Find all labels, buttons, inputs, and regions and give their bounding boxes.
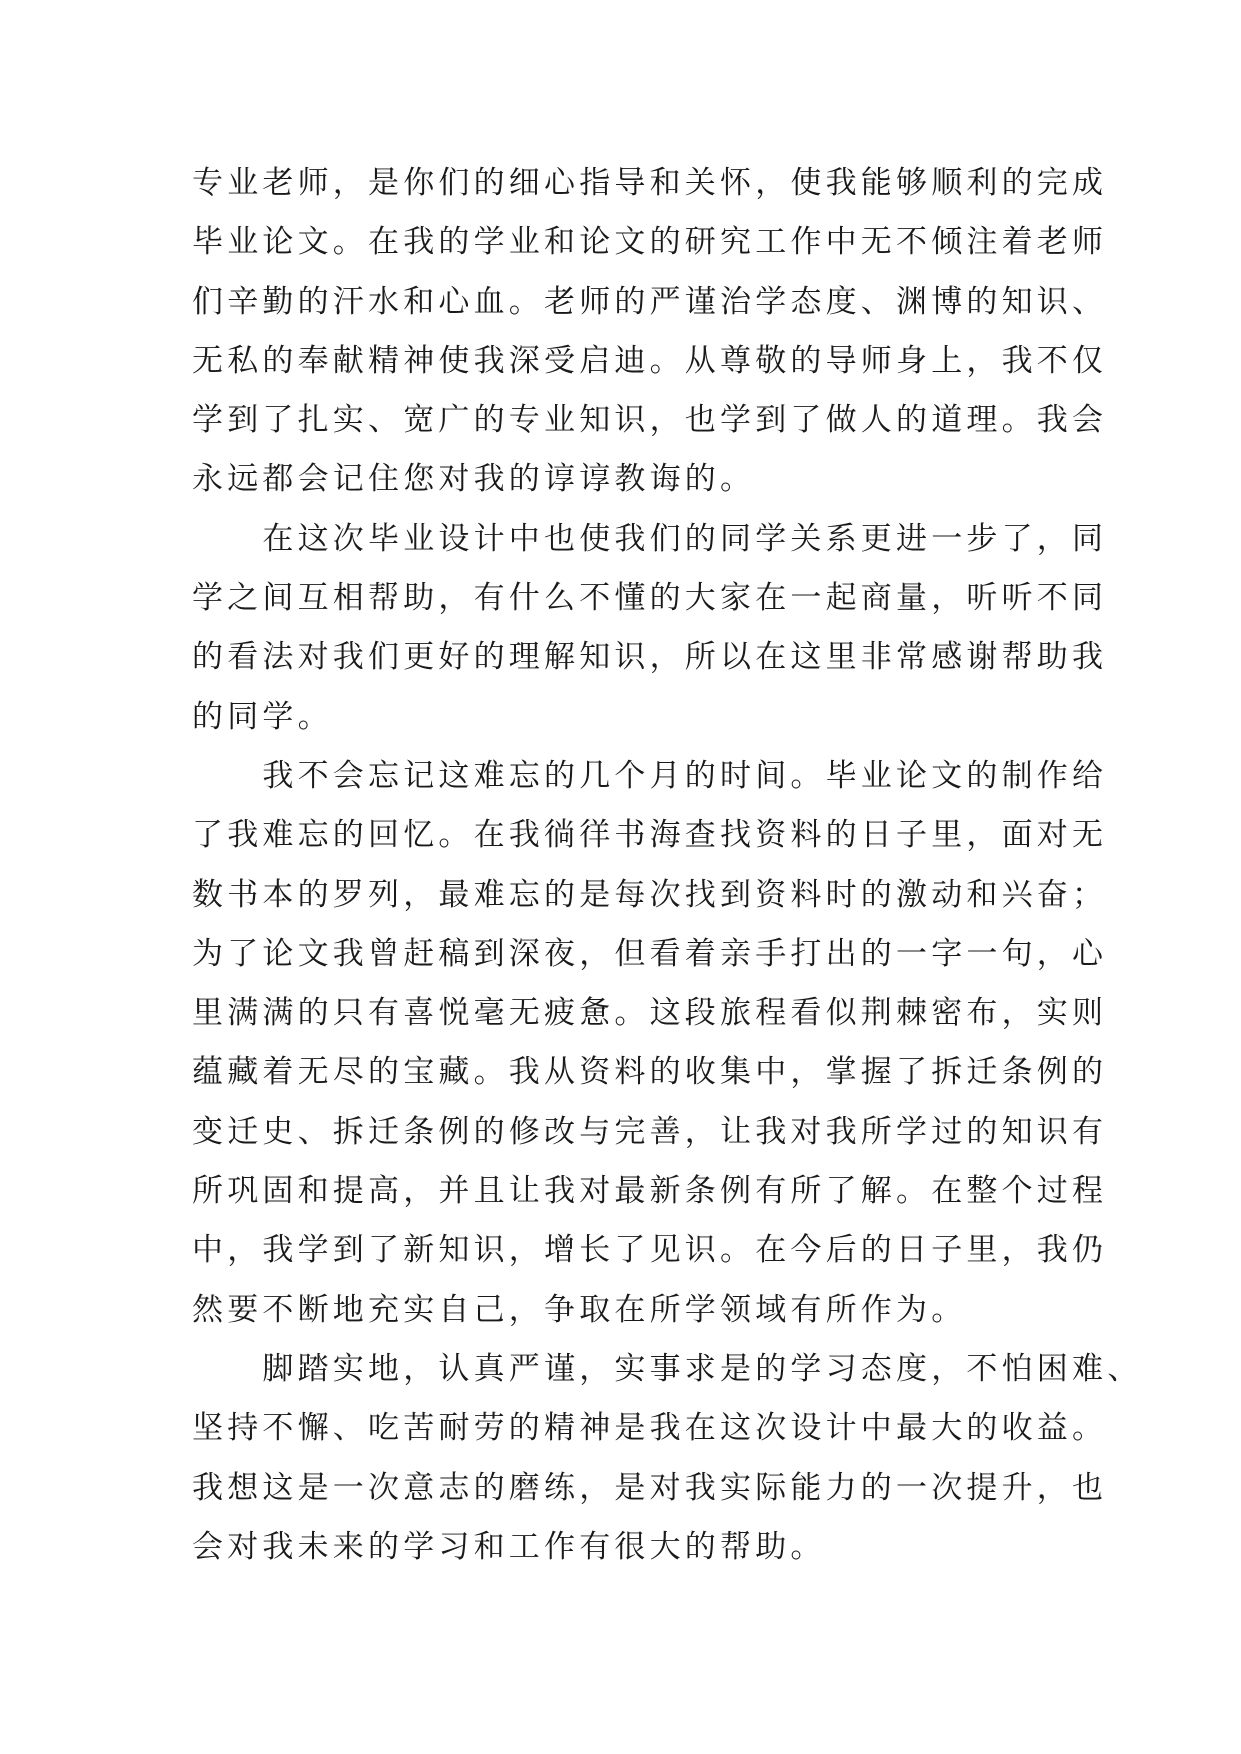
paragraph-3 [192, 747, 1192, 1340]
text-line: 无私的奉献精神使我深受启迪。从尊敬的导师身上，我不仅 [192, 342, 1108, 379]
paragraph-4 [192, 1340, 1192, 1577]
text-line: 我想这是一次意志的磨练，是对我实际能力的一次提升，也 [192, 1469, 1108, 1506]
paragraph-2 [192, 510, 1192, 747]
text-line: 脚踏实地，认真严谨，实事求是的学习态度，不怕困难、 [192, 1350, 1143, 1387]
paragraph-1 [192, 154, 1192, 510]
text-line: 变迁史、拆迁条例的修改与完善，让我对我所学过的知识有 [192, 1113, 1108, 1150]
text-line: 里满满的只有喜悦毫无疲惫。这段旅程看似荆棘密布，实则 [192, 995, 1108, 1032]
text-line: 数书本的罗列，最难忘的是每次找到资料时的激动和兴奋； [192, 876, 1108, 913]
text-line: 坚持不懈、吃苦耐劳的精神是我在这次设计中最大的收益。 [192, 1410, 1108, 1447]
text-line: 的看法对我们更好的理解知识，所以在这里非常感谢帮助我 [192, 639, 1108, 676]
text-line: 我不会忘记这难忘的几个月的时间。毕业论文的制作给 [192, 757, 1108, 794]
text-line: 中，我学到了新知识，增长了见识。在今后的日子里，我仍 [192, 1232, 1108, 1269]
text-line: 专业老师，是你们的细心指导和关怀，使我能够顺利的完成 [192, 165, 1108, 201]
text-line: 为了论文我曾赶稿到深夜，但看着亲手打出的一字一句，心 [192, 935, 1108, 972]
text-line: 了我难忘的回忆。在我徜徉书海查找资料的日子里，面对无 [192, 817, 1108, 854]
text-line: 学到了扎实、宽广的专业知识，也学到了做人的道理。我会 [192, 402, 1108, 439]
text-line: 会对我未来的学习和工作有很大的帮助。 [192, 1528, 826, 1565]
text-line: 永远都会记住您对我的谆谆教诲的。 [192, 461, 756, 498]
text-line: 们辛勤的汗水和心血。老师的严谨治学态度、渊博的知识、 [192, 283, 1108, 320]
text-line: 学之间互相帮助，有什么不懂的大家在一起商量，听听不同 [192, 580, 1108, 617]
text-line: 所巩固和提高，并且让我对最新条例有所了解。在整个过程 [192, 1173, 1108, 1210]
text-line: 毕业论文。在我的学业和论文的研究工作中无不倾注着老师 [192, 224, 1108, 261]
text-line: 蕴藏着无尽的宝藏。我从资料的收集中，掌握了拆迁条例的 [192, 1054, 1108, 1091]
text-line: 然要不断地充实自己，争取在所学领域有所作为。 [192, 1291, 967, 1328]
text-line: 在这次毕业设计中也使我们的同学关系更进一步了，同 [192, 520, 1108, 557]
text-line: 的同学。 [192, 698, 333, 735]
body-text [192, 154, 1192, 1577]
